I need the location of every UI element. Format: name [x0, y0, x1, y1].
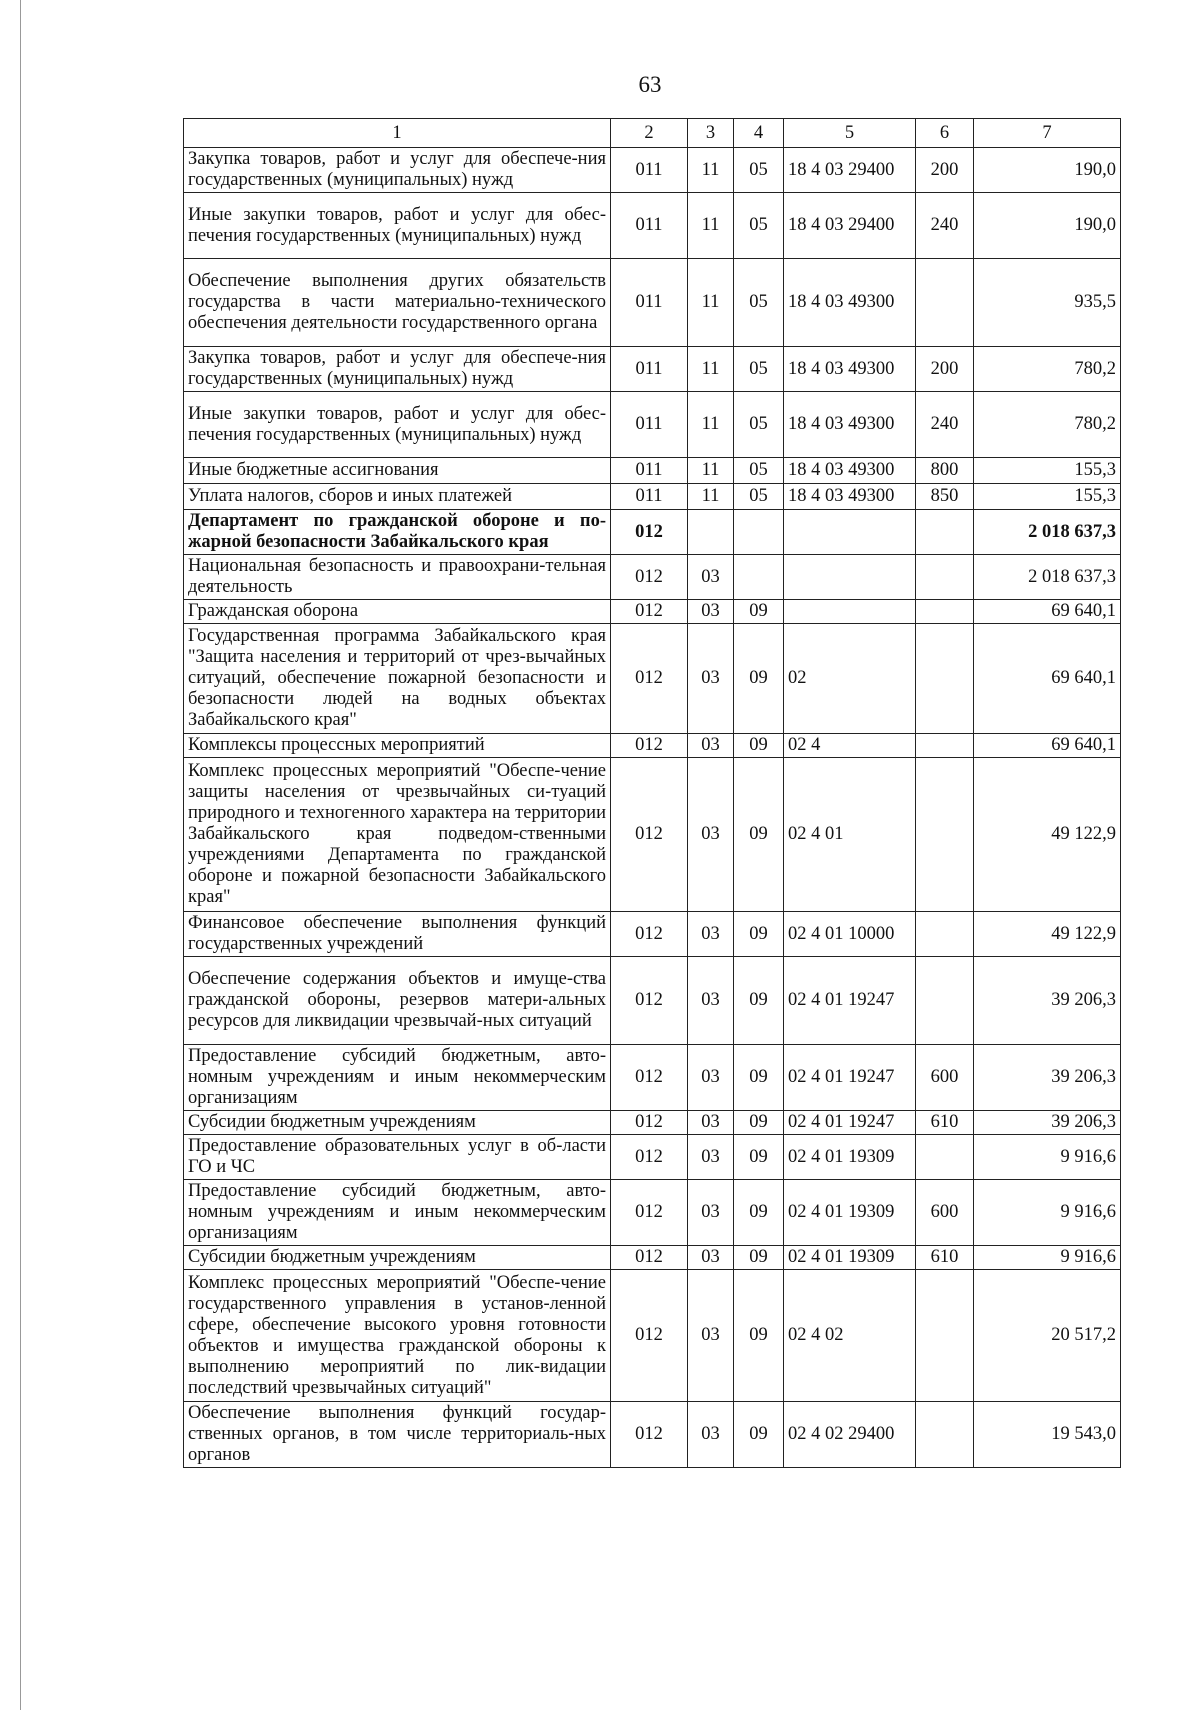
row-expense-type-cell — [916, 510, 974, 555]
table-row — [184, 1402, 1121, 1468]
row-section-cell: 03 — [688, 555, 734, 600]
row-subsection-cell: 09 — [734, 957, 784, 1045]
row-amount-cell: 9 916,6 — [974, 1135, 1121, 1180]
row-admin-code-cell: 012 — [611, 1111, 688, 1135]
row-name-cell: Предоставление образовательных услуг в об-ласти ГО и ЧС — [184, 1135, 611, 1180]
row-amount-cell: 20 517,2 — [974, 1270, 1121, 1402]
row-target-article-cell: 18 4 03 49300 — [784, 392, 916, 458]
table-body — [184, 119, 1121, 1468]
row-target-article-cell: 18 4 03 29400 — [784, 193, 916, 259]
row-section-cell: 03 — [688, 1402, 734, 1468]
header-cell-2: 2 — [611, 119, 688, 148]
table-row — [184, 912, 1121, 957]
row-section-cell: 03 — [688, 734, 734, 758]
row-section-cell: 03 — [688, 1180, 734, 1246]
row-section-cell: 03 — [688, 1270, 734, 1402]
row-admin-code-cell: 011 — [611, 458, 688, 484]
row-section-cell — [688, 510, 734, 555]
row-target-article-cell: 02 4 01 — [784, 758, 916, 912]
row-name-cell: Закупка товаров, работ и услуг для обеспече-ния государственных (муниципальных) нужд — [184, 347, 611, 392]
row-name-cell: Иные закупки товаров, работ и услуг для обес-печения государственных (муниципальных) нужд — [184, 193, 611, 259]
row-admin-code-cell: 012 — [611, 1180, 688, 1246]
row-target-article-cell: 18 4 03 49300 — [784, 347, 916, 392]
page-number: 63 — [638, 72, 662, 97]
table-row — [184, 1135, 1121, 1180]
header-cell-4: 4 — [734, 119, 784, 148]
row-section-cell: 03 — [688, 1111, 734, 1135]
table-row — [184, 458, 1121, 484]
row-target-article-cell: 02 4 01 19309 — [784, 1135, 916, 1180]
row-name-cell: Обеспечение выполнения других обязательств государства в части материально-технического обеспечения деятельности государственного органа — [184, 259, 611, 347]
row-subsection-cell: 09 — [734, 758, 784, 912]
row-amount-cell: 935,5 — [974, 259, 1121, 347]
row-subsection-cell: 09 — [734, 1111, 784, 1135]
row-expense-type-cell — [916, 624, 974, 734]
row-admin-code-cell: 012 — [611, 1135, 688, 1180]
row-name-cell: Обеспечение содержания объектов и имуще-ства гражданской обороны, резервов матери-альных ресурсов для ликвидации чрезвычай-ных ситуаций — [184, 957, 611, 1045]
row-subsection-cell: 05 — [734, 458, 784, 484]
budget-table — [183, 118, 1121, 1468]
row-expense-type-cell: 240 — [916, 392, 974, 458]
row-admin-code-cell: 011 — [611, 259, 688, 347]
header-cell-3: 3 — [688, 119, 734, 148]
row-admin-code-cell: 012 — [611, 912, 688, 957]
row-target-article-cell — [784, 600, 916, 624]
row-section-cell: 11 — [688, 347, 734, 392]
row-subsection-cell — [734, 510, 784, 555]
row-name-cell: Субсидии бюджетным учреждениям — [184, 1246, 611, 1270]
row-section-cell: 03 — [688, 1135, 734, 1180]
row-name-cell: Департамент по гражданской обороне и по-жарной безопасности Забайкальского края — [184, 510, 611, 555]
row-expense-type-cell: 610 — [916, 1246, 974, 1270]
row-subsection-cell: 09 — [734, 1135, 784, 1180]
table-row — [184, 624, 1121, 734]
row-amount-cell: 49 122,9 — [974, 912, 1121, 957]
header-cell-5: 5 — [784, 119, 916, 148]
row-target-article-cell: 18 4 03 49300 — [784, 484, 916, 510]
row-name-cell: Комплекс процессных мероприятий "Обеспе-чение защиты населения от чрезвычайных си-туаций природного и техногенного характера на территории Забайкальского края подведом-ственными учреждениями Департамента по гражданской обороне и пожарной безопасности Забайкальского края" — [184, 758, 611, 912]
row-admin-code-cell: 012 — [611, 1246, 688, 1270]
row-expense-type-cell: 600 — [916, 1180, 974, 1246]
row-subsection-cell: 09 — [734, 1246, 784, 1270]
row-amount-cell: 9 916,6 — [974, 1180, 1121, 1246]
row-section-cell: 11 — [688, 484, 734, 510]
row-subsection-cell: 05 — [734, 392, 784, 458]
row-amount-cell: 19 543,0 — [974, 1402, 1121, 1468]
row-expense-type-cell — [916, 758, 974, 912]
row-amount-cell: 69 640,1 — [974, 600, 1121, 624]
row-name-cell: Субсидии бюджетным учреждениям — [184, 1111, 611, 1135]
row-amount-cell: 39 206,3 — [974, 1045, 1121, 1111]
table-row — [184, 1246, 1121, 1270]
row-target-article-cell: 02 4 02 — [784, 1270, 916, 1402]
row-amount-cell: 39 206,3 — [974, 1111, 1121, 1135]
row-admin-code-cell: 012 — [611, 1402, 688, 1468]
row-expense-type-cell — [916, 1402, 974, 1468]
row-expense-type-cell — [916, 734, 974, 758]
row-section-cell: 03 — [688, 758, 734, 912]
row-expense-type-cell: 200 — [916, 148, 974, 193]
row-amount-cell: 780,2 — [974, 392, 1121, 458]
row-name-cell: Иные закупки товаров, работ и услуг для обес-печения государственных (муниципальных) нужд — [184, 392, 611, 458]
row-admin-code-cell: 012 — [611, 1045, 688, 1111]
row-amount-cell: 155,3 — [974, 484, 1121, 510]
row-subsection-cell — [734, 555, 784, 600]
row-amount-cell: 2 018 637,3 — [974, 555, 1121, 600]
row-name-cell: Финансовое обеспечение выполнения функций государственных учреждений — [184, 912, 611, 957]
table-row — [184, 1111, 1121, 1135]
row-admin-code-cell: 011 — [611, 193, 688, 259]
row-amount-cell: 190,0 — [974, 193, 1121, 259]
row-admin-code-cell: 011 — [611, 347, 688, 392]
row-subsection-cell: 09 — [734, 1045, 784, 1111]
row-amount-cell: 39 206,3 — [974, 957, 1121, 1045]
row-section-cell: 03 — [688, 1045, 734, 1111]
row-subsection-cell: 05 — [734, 193, 784, 259]
row-admin-code-cell: 012 — [611, 510, 688, 555]
row-target-article-cell: 18 4 03 49300 — [784, 259, 916, 347]
row-target-article-cell: 18 4 03 49300 — [784, 458, 916, 484]
row-target-article-cell: 02 4 01 19247 — [784, 1111, 916, 1135]
row-admin-code-cell: 011 — [611, 392, 688, 458]
row-name-cell: Комплексы процессных мероприятий — [184, 734, 611, 758]
row-section-cell: 11 — [688, 259, 734, 347]
header-cell-1: 1 — [184, 119, 611, 148]
row-amount-cell: 2 018 637,3 — [974, 510, 1121, 555]
row-name-cell: Закупка товаров, работ и услуг для обеспече-ния государственных (муниципальных) нужд — [184, 148, 611, 193]
row-name-cell: Предоставление субсидий бюджетным, авто-номным учреждениям и иным некоммерческим организациям — [184, 1045, 611, 1111]
row-subsection-cell: 05 — [734, 148, 784, 193]
row-subsection-cell: 09 — [734, 1180, 784, 1246]
table-row — [184, 1270, 1121, 1402]
table-row — [184, 957, 1121, 1045]
row-expense-type-cell — [916, 1135, 974, 1180]
row-name-cell: Иные бюджетные ассигнования — [184, 458, 611, 484]
table-row — [184, 148, 1121, 193]
row-subsection-cell: 09 — [734, 1270, 784, 1402]
row-expense-type-cell — [916, 957, 974, 1045]
row-section-cell: 11 — [688, 148, 734, 193]
row-expense-type-cell — [916, 600, 974, 624]
table-row — [184, 392, 1121, 458]
table-row — [184, 758, 1121, 912]
row-admin-code-cell: 012 — [611, 555, 688, 600]
row-target-article-cell: 02 4 01 19309 — [784, 1246, 916, 1270]
row-amount-cell: 69 640,1 — [974, 734, 1121, 758]
row-target-article-cell: 02 4 01 19247 — [784, 957, 916, 1045]
table-row — [184, 600, 1121, 624]
row-admin-code-cell: 012 — [611, 957, 688, 1045]
row-section-cell: 11 — [688, 392, 734, 458]
row-expense-type-cell: 800 — [916, 458, 974, 484]
row-expense-type-cell: 850 — [916, 484, 974, 510]
row-expense-type-cell: 240 — [916, 193, 974, 259]
row-admin-code-cell: 011 — [611, 148, 688, 193]
row-amount-cell: 190,0 — [974, 148, 1121, 193]
row-target-article-cell: 02 4 01 19247 — [784, 1045, 916, 1111]
row-name-cell: Предоставление субсидий бюджетным, авто-номным учреждениям и иным некоммерческим организациям — [184, 1180, 611, 1246]
row-target-article-cell: 02 4 — [784, 734, 916, 758]
header-cell-7: 7 — [974, 119, 1121, 148]
row-target-article-cell: 18 4 03 29400 — [784, 148, 916, 193]
row-name-cell: Обеспечение выполнения функций государ-ственных органов, в том числе территориаль-ных органов — [184, 1402, 611, 1468]
row-section-cell: 11 — [688, 458, 734, 484]
row-subsection-cell: 09 — [734, 734, 784, 758]
row-name-cell: Гражданская оборона — [184, 600, 611, 624]
table-row — [184, 734, 1121, 758]
table-row — [184, 555, 1121, 600]
row-expense-type-cell: 200 — [916, 347, 974, 392]
row-amount-cell: 49 122,9 — [974, 758, 1121, 912]
table-row — [184, 193, 1121, 259]
row-section-cell: 11 — [688, 193, 734, 259]
row-subsection-cell: 09 — [734, 912, 784, 957]
row-amount-cell: 155,3 — [974, 458, 1121, 484]
row-admin-code-cell: 012 — [611, 600, 688, 624]
row-amount-cell: 780,2 — [974, 347, 1121, 392]
row-subsection-cell: 09 — [734, 1402, 784, 1468]
row-expense-type-cell: 610 — [916, 1111, 974, 1135]
row-section-cell: 03 — [688, 600, 734, 624]
row-admin-code-cell: 012 — [611, 1270, 688, 1402]
table-row — [184, 1180, 1121, 1246]
row-target-article-cell — [784, 510, 916, 555]
row-name-cell: Комплекс процессных мероприятий "Обеспе-чение государственного управления в установ-ленной сфере, обеспечение высокого уровня готовности объектов и имущества гражданской обороны к выполнению мероприятий по лик-видации последствий чрезвычайных ситуаций" — [184, 1270, 611, 1402]
row-target-article-cell: 02 — [784, 624, 916, 734]
row-expense-type-cell — [916, 912, 974, 957]
table-row — [184, 259, 1121, 347]
row-section-cell: 03 — [688, 957, 734, 1045]
row-section-cell: 03 — [688, 912, 734, 957]
row-subsection-cell: 09 — [734, 624, 784, 734]
table-row — [184, 1045, 1121, 1111]
row-target-article-cell: 02 4 01 19309 — [784, 1180, 916, 1246]
row-admin-code-cell: 012 — [611, 734, 688, 758]
row-amount-cell: 69 640,1 — [974, 624, 1121, 734]
row-target-article-cell: 02 4 01 10000 — [784, 912, 916, 957]
row-section-cell: 03 — [688, 1246, 734, 1270]
row-subsection-cell: 05 — [734, 259, 784, 347]
row-subsection-cell: 05 — [734, 347, 784, 392]
row-subsection-cell: 09 — [734, 600, 784, 624]
row-section-cell: 03 — [688, 624, 734, 734]
row-admin-code-cell: 012 — [611, 758, 688, 912]
row-subsection-cell: 05 — [734, 484, 784, 510]
scan-edge-line — [20, 0, 21, 1710]
row-expense-type-cell — [916, 259, 974, 347]
row-expense-type-cell — [916, 1270, 974, 1402]
row-admin-code-cell: 011 — [611, 484, 688, 510]
table-row — [184, 347, 1121, 392]
row-name-cell: Национальная безопасность и правоохрани-тельная деятельность — [184, 555, 611, 600]
table-row — [184, 484, 1121, 510]
row-name-cell: Уплата налогов, сборов и иных платежей — [184, 484, 611, 510]
row-expense-type-cell — [916, 555, 974, 600]
row-name-cell: Государственная программа Забайкальского края "Защита населения и территорий от чрез-вычайных ситуаций, обеспечение пожарной безопасности и безопасности людей на водных объектах Забайкальского края" — [184, 624, 611, 734]
row-admin-code-cell: 012 — [611, 624, 688, 734]
table-row — [184, 510, 1121, 555]
row-amount-cell: 9 916,6 — [974, 1246, 1121, 1270]
row-expense-type-cell: 600 — [916, 1045, 974, 1111]
row-target-article-cell — [784, 555, 916, 600]
table-header-row — [184, 119, 1121, 148]
header-cell-6: 6 — [916, 119, 974, 148]
row-target-article-cell: 02 4 02 29400 — [784, 1402, 916, 1468]
